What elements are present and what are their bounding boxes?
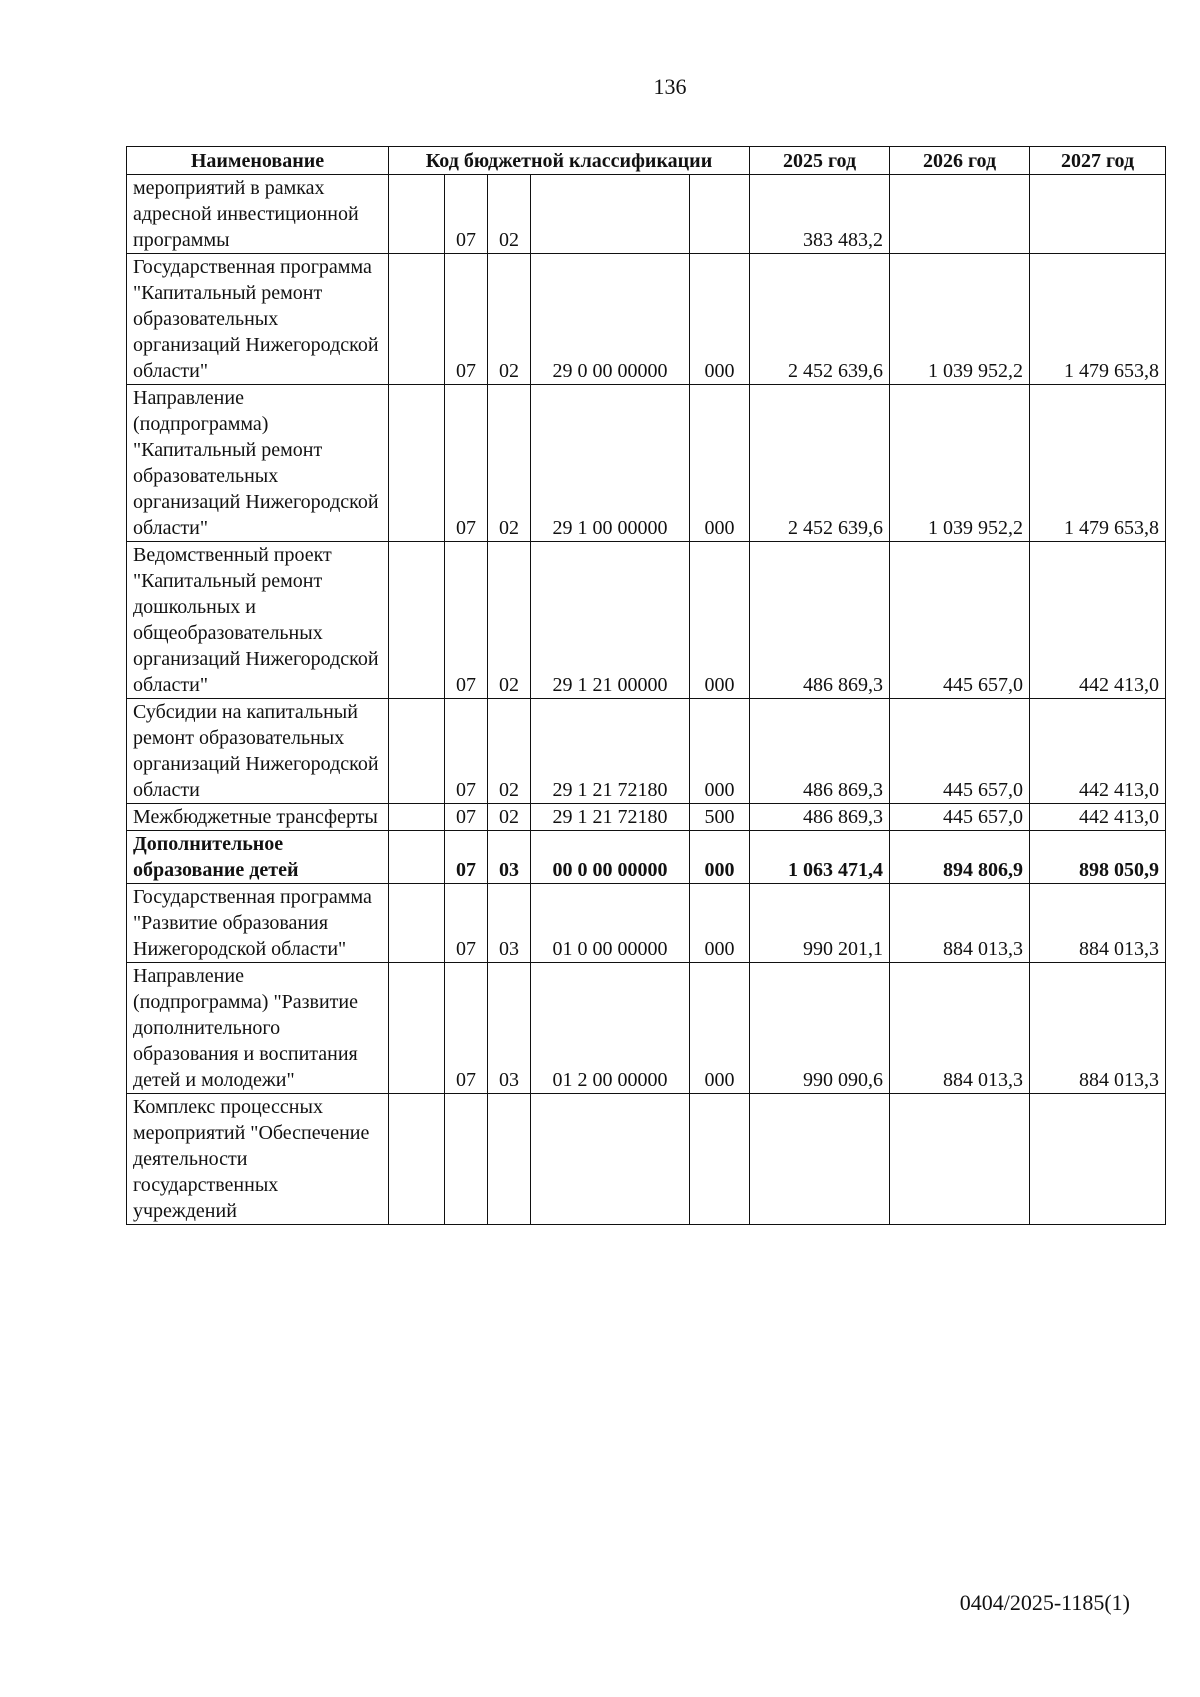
value-2026 — [890, 175, 1030, 254]
value-2027: 442 413,0 — [1030, 699, 1166, 804]
value-2025: 486 869,3 — [750, 542, 890, 699]
value-2026: 1 039 952,2 — [890, 385, 1030, 542]
code-target-article: 29 1 21 00000 — [531, 542, 690, 699]
value-2026: 445 657,0 — [890, 542, 1030, 699]
value-2027: 1 479 653,8 — [1030, 254, 1166, 385]
code-section: 07 — [445, 963, 488, 1094]
code-subsection: 02 — [488, 804, 531, 831]
row-name: мероприятий в рамках адресной инвестиционной программы — [127, 175, 389, 254]
row-name: Субсидии на капитальный ремонт образовательных организаций Нижегородской области — [127, 699, 389, 804]
code-expense-type: 000 — [690, 385, 750, 542]
code-subsection: 03 — [488, 963, 531, 1094]
code-expense-type: 000 — [690, 831, 750, 884]
code-section: 07 — [445, 804, 488, 831]
code-part-1 — [389, 542, 445, 699]
table-row — [127, 175, 1166, 254]
code-expense-type: 000 — [690, 254, 750, 385]
table-row — [127, 254, 1166, 385]
code-section: 07 — [445, 254, 488, 385]
code-subsection: 02 — [488, 385, 531, 542]
code-expense-type: 000 — [690, 884, 750, 963]
header-name: Наименование — [127, 147, 389, 175]
table-row — [127, 699, 1166, 804]
row-name: Межбюджетные трансферты — [127, 804, 389, 831]
row-name: Комплекс процессных мероприятий "Обеспечение деятельности государственных учреждений — [127, 1094, 389, 1225]
code-subsection: 03 — [488, 884, 531, 963]
value-2026 — [890, 1094, 1030, 1225]
row-name: Государственная программа "Развитие образования Нижегородской области" — [127, 884, 389, 963]
value-2026: 884 013,3 — [890, 963, 1030, 1094]
table-row — [127, 831, 1166, 884]
value-2026: 445 657,0 — [890, 699, 1030, 804]
code-subsection — [488, 1094, 531, 1225]
value-2025: 990 201,1 — [750, 884, 890, 963]
code-expense-type: 000 — [690, 542, 750, 699]
page-number: 136 — [653, 74, 687, 99]
value-2025: 990 090,6 — [750, 963, 890, 1094]
document-code: 0404/2025-1185(1) — [959, 1590, 1130, 1615]
code-section: 07 — [445, 699, 488, 804]
table-header-row — [127, 147, 1166, 175]
row-name: Дополнительное образование детей — [127, 831, 389, 884]
code-part-1 — [389, 254, 445, 385]
table-row — [127, 804, 1166, 831]
header-2027: 2027 год — [1030, 147, 1166, 175]
code-part-1 — [389, 385, 445, 542]
code-part-1 — [389, 1094, 445, 1225]
code-part-1 — [389, 884, 445, 963]
value-2025: 486 869,3 — [750, 804, 890, 831]
code-part-1 — [389, 175, 445, 254]
value-2026: 894 806,9 — [890, 831, 1030, 884]
table-row — [127, 542, 1166, 699]
value-2025: 1 063 471,4 — [750, 831, 890, 884]
header-2026: 2026 год — [890, 147, 1030, 175]
value-2027: 1 479 653,8 — [1030, 385, 1166, 542]
code-part-1 — [389, 699, 445, 804]
value-2027 — [1030, 175, 1166, 254]
table-row — [127, 884, 1166, 963]
value-2027: 898 050,9 — [1030, 831, 1166, 884]
value-2025 — [750, 1094, 890, 1225]
code-expense-type: 000 — [690, 699, 750, 804]
code-target-article — [531, 175, 690, 254]
code-part-1 — [389, 804, 445, 831]
code-part-1 — [389, 963, 445, 1094]
code-section: 07 — [445, 884, 488, 963]
row-name: Государственная программа "Капитальный ремонт образовательных организаций Нижегородской области" — [127, 254, 389, 385]
value-2027 — [1030, 1094, 1166, 1225]
table-row — [127, 385, 1166, 542]
value-2025: 383 483,2 — [750, 175, 890, 254]
code-target-article: 00 0 00 00000 — [531, 831, 690, 884]
code-section: 07 — [445, 542, 488, 699]
code-target-article — [531, 1094, 690, 1225]
value-2026: 884 013,3 — [890, 884, 1030, 963]
row-name: Ведомственный проект "Капитальный ремонт дошкольных и общеобразовательных организаций Нижегородской области" — [127, 542, 389, 699]
header-code: Код бюджетной классификации — [389, 147, 750, 175]
value-2025: 2 452 639,6 — [750, 254, 890, 385]
code-subsection: 02 — [488, 175, 531, 254]
table-row — [127, 1094, 1166, 1225]
table-row — [127, 963, 1166, 1094]
code-target-article: 01 2 00 00000 — [531, 963, 690, 1094]
code-subsection: 03 — [488, 831, 531, 884]
table-body — [127, 175, 1166, 1225]
value-2027: 442 413,0 — [1030, 804, 1166, 831]
code-subsection: 02 — [488, 542, 531, 699]
code-target-article: 29 1 00 00000 — [531, 385, 690, 542]
value-2026: 445 657,0 — [890, 804, 1030, 831]
code-section: 07 — [445, 831, 488, 884]
code-target-article: 29 1 21 72180 — [531, 699, 690, 804]
code-target-article: 29 0 00 00000 — [531, 254, 690, 385]
code-section: 07 — [445, 385, 488, 542]
code-subsection: 02 — [488, 699, 531, 804]
budget-table — [126, 146, 1166, 1225]
header-2025: 2025 год — [750, 147, 890, 175]
code-section — [445, 1094, 488, 1225]
value-2025: 486 869,3 — [750, 699, 890, 804]
value-2027: 884 013,3 — [1030, 963, 1166, 1094]
value-2025: 2 452 639,6 — [750, 385, 890, 542]
code-target-article: 01 0 00 00000 — [531, 884, 690, 963]
code-expense-type — [690, 1094, 750, 1225]
code-subsection: 02 — [488, 254, 531, 385]
row-name: Направление (подпрограмма) "Капитальный ремонт образовательных организаций Нижегородской области" — [127, 385, 389, 542]
row-name: Направление (подпрограмма) "Развитие дополнительного образования и воспитания детей и молодежи" — [127, 963, 389, 1094]
code-expense-type: 500 — [690, 804, 750, 831]
code-section: 07 — [445, 175, 488, 254]
value-2027: 884 013,3 — [1030, 884, 1166, 963]
code-part-1 — [389, 831, 445, 884]
code-expense-type — [690, 175, 750, 254]
code-target-article: 29 1 21 72180 — [531, 804, 690, 831]
value-2026: 1 039 952,2 — [890, 254, 1030, 385]
value-2027: 442 413,0 — [1030, 542, 1166, 699]
code-expense-type: 000 — [690, 963, 750, 1094]
